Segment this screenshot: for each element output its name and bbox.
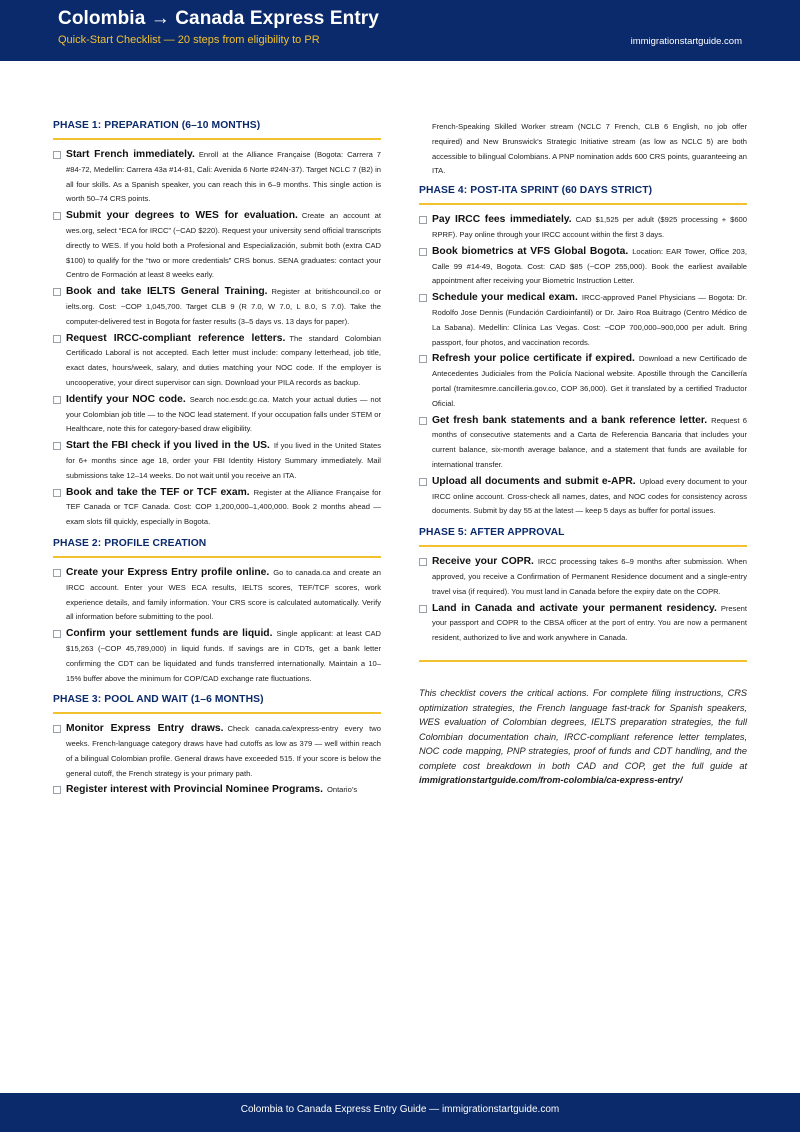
checklist-item — [419, 213, 747, 243]
item-text-continuation: French-Speaking Skilled Worker stream (NCLC 7 French, CLB 6 English, no job offer required) and New Brunswick’s Strategic Initiative stream (as low as NCLC 5) are both accessible to bilingual Colombians. A PNP nomination adds 600 CRS points, guaranteeing an ITA. — [432, 122, 747, 176]
page-subtitle: Quick-Start Checklist — 20 steps from eligibility to PR — [58, 34, 320, 46]
checklist-item — [419, 602, 747, 646]
item-heading: Start French immediately. — [66, 149, 195, 160]
checkbox[interactable] — [419, 605, 427, 613]
checklist-item — [53, 722, 381, 781]
closing-note — [419, 686, 747, 788]
left-column — [53, 120, 381, 806]
checklist-item — [53, 148, 381, 207]
checkbox[interactable] — [53, 786, 61, 794]
phase-title: PHASE 5: AFTER APPROVAL — [419, 527, 747, 547]
checklist-item — [53, 627, 381, 686]
checklist-item — [53, 486, 381, 530]
item-heading: Request IRCC-compliant reference letters. — [66, 332, 286, 344]
checklist-item — [53, 209, 381, 283]
checkbox[interactable] — [53, 442, 61, 450]
page-title: Colombia → Canada Express Entry — [58, 8, 379, 29]
item-text: Request 6 months of consecutive statements and a Carta de Referencia Bancaria that includes your current balance, six-month average balance, and a statement that funds are available for international transfer. — [432, 415, 747, 469]
checkbox[interactable] — [53, 212, 61, 220]
section-divider — [419, 660, 747, 662]
item-text: Upload every document to your IRCC online account. Cross-check all names, dates, and NOC codes for consistency across documents. Submit by day 55 at the latest — keep 5 days as buffer for portal issues. — [432, 476, 747, 516]
checkbox[interactable] — [419, 294, 427, 302]
page-header — [0, 0, 800, 61]
item-text: Search noc.esdc.gc.ca. Match your actual duties — not your Colombian job title — to the NOC lead statement. If your occupation falls under STEM or Healthcare, note this for category-based draw eligibility. — [66, 394, 381, 434]
item-text: Download a new Certificado de Antecedentes Judiciales from the Policía Nacional website. Apostille through the Cancillería portal (tramitesmre.cancilleria.gov.co, COP 36,000). Get it translated by a certified Traductor Oficial. — [432, 354, 747, 408]
item-heading: Refresh your police certificate if expired. — [432, 353, 635, 365]
item-text: If you lived in the United States for 6+ months since age 18, order your FBI Identity History Summary immediately. Mail submissions take 12–14 weeks. Do not wait until you receive an ITA. — [66, 441, 381, 480]
item-heading: Book and take IELTS General Training. — [66, 286, 268, 298]
phase-5 — [419, 527, 747, 646]
checkbox[interactable] — [53, 396, 61, 404]
phase-2 — [53, 538, 381, 686]
checkbox[interactable] — [53, 569, 61, 577]
checklist-item — [53, 332, 381, 391]
item-heading: Start the FBI check if you lived in the US. — [66, 440, 270, 452]
checklist-item — [419, 475, 747, 519]
checkbox[interactable] — [419, 355, 427, 363]
checkbox[interactable] — [53, 725, 61, 733]
item-heading: Identify your NOC code. — [66, 393, 186, 405]
checkbox[interactable] — [53, 335, 61, 343]
item-text: The standard Colombian Certificado Laboral is not accepted. Each letter must include: company letterhead, job title, exact dates, hours/week, salary, and duties matching your NOC code. If the employer is uncooperative, your direct supervisor can sign. Download your PILA records as backup. — [66, 333, 381, 387]
checkbox[interactable] — [419, 216, 427, 224]
item-text: Location: EAR Tower, Office 203, Calle 99 #14-49, Bogota. Cost: CAD $85 (~COP 255,000). Book the earliest available appointment after receiving your Biometric Instruction Letter. — [432, 246, 747, 286]
right-column — [419, 120, 747, 788]
item-heading: Book and take the TEF or TCF exam. — [66, 486, 250, 498]
item-text: Register at the Alliance Française for TEF Canada or TCF Canada. Cost: COP 1,200,000–1,400,000. Book 2 months ahead — exam slots fill quickly, especially in Bogota. — [66, 487, 382, 527]
item-heading: Book biometrics at VFS Global Bogota. — [432, 245, 629, 257]
item-text: Present your passport and COPR to the CBSA officer at the port of entry. You are now a permanent resident, authorized to live and work anywhere in Canada. — [432, 603, 747, 643]
item-text: Enroll at the Alliance Française (Bogota: Carrera 7 #84-72, Medellin: Carrera 43a #14-81, Cali: Avenida 6 Norte #24N-37). Target NCLC 7 (B2) in all four skills. As a Spanish speaker, you can reach this in 6–9 months. This single action is worth 50–74 CRS points. — [66, 150, 381, 204]
phase-title: PHASE 1: PREPARATION (6–10 MONTHS) — [53, 120, 381, 140]
checklist-item — [53, 783, 381, 798]
item-heading: Pay IRCC fees immediately. — [432, 214, 572, 226]
item-heading: Confirm your settlement funds are liquid. — [66, 628, 273, 640]
guide-link[interactable]: immigrationstartguide.com/from-colombia/ca-express-entry/ — [419, 775, 683, 786]
phase-1 — [53, 120, 381, 530]
checklist-item — [53, 285, 381, 329]
item-heading: Schedule your medical exam. — [432, 292, 578, 304]
item-text: IRCC processing takes 6–9 months after submission. When approved, you receive a Confirmation of Permanent Residence document and a single-entry travel visa (if required). You must land in Canada before the expiry date on the COPR. — [432, 557, 748, 596]
phase-title: PHASE 3: POOL AND WAIT (1–6 MONTHS) — [53, 694, 381, 714]
checkbox[interactable] — [53, 630, 61, 638]
item-text: Ontario’s — [326, 785, 358, 795]
page-footer: Colombia to Canada Express Entry Guide — immigrationstartguide.com — [0, 1093, 800, 1132]
checklist-item — [53, 439, 381, 483]
checkbox[interactable] — [53, 288, 61, 296]
phase-3 — [53, 694, 381, 798]
item-heading: Create your Express Entry profile online. — [66, 566, 270, 578]
checkbox[interactable] — [53, 489, 61, 497]
header-site-link[interactable]: immigrationstartguide.com — [630, 36, 742, 47]
item-text: Single applicant: at least CAD $15,263 (~COP 45,789,000) in liquid funds. If savings are in CDTs, get a bank letter confirming the CDT can be liquidated and funds transferred internationally. Maintain a 10–15% buffer above the minimum for COP/CAD exchange rate fluctuations. — [66, 629, 381, 683]
item-heading: Upload all documents and submit e-APR. — [432, 475, 636, 487]
checkbox[interactable] — [419, 417, 427, 425]
item-text: Create an account at wes.org, select “ECA for IRCC” (~CAD $220). Request your university send official transcripts directly to WES. If you hold both a Profesional and Especialización, submit both (extra CAD $100) to qualify for the “two or more credentials” CRS bonus. SENA graduates: contact your Centro de Formación at least 8 weeks early. — [66, 211, 381, 280]
item-text: Go to canada.ca and create an IRCC account. Enter your WES ECA results, IELTS scores, TEF/TCF scores, work experience details, and family information. Your CRS score is calculated automatically. Verify all information before submitting to the pool. — [66, 567, 381, 622]
checklist-item — [419, 555, 747, 599]
item-heading: Submit your degrees to WES for evaluation. — [66, 210, 298, 222]
checkbox[interactable] — [419, 248, 427, 256]
item-heading: Register interest with Provincial Nominee Programs. — [66, 784, 323, 796]
item-heading: Land in Canada and activate your permanent residency. — [432, 602, 717, 614]
checklist-item — [419, 414, 747, 473]
checklist-item — [53, 393, 381, 437]
phase-4 — [419, 185, 747, 519]
phase-title: PHASE 4: POST-ITA SPRINT (60 DAYS STRICT) — [419, 185, 747, 205]
item-text: CAD $1,525 per adult ($925 processing + $600 RPRF). Pay online through your IRCC account within the first 3 days. — [432, 215, 747, 239]
phase-title: PHASE 2: PROFILE CREATION — [53, 538, 381, 558]
checklist-item — [419, 245, 747, 289]
item-heading: Get fresh bank statements and a bank reference letter. — [432, 414, 708, 426]
item-heading: Receive your COPR. — [432, 556, 534, 568]
item-heading: Monitor Express Entry draws. — [66, 723, 224, 735]
checklist-item — [53, 566, 381, 625]
closing-text: This checklist covers the critical actions. For complete filing instructions, CRS optimization strategies, the French language fast-track for Spanish speakers, WES evaluation of Colombian degrees, IELTS preparation strategies, the full Colombian documentation chain, IRCC-compliant reference letter templates, NOC code mapping, PNP strategies, proof of funds and CDT handling, and the complete cost breakdown in both CAD and COP, get the full guide at — [419, 687, 747, 771]
item-text: Check canada.ca/express-entry every two weeks. French-language category draws have had cutoffs as low as 379 — well within reach of a bilingual Colombian profile. General draws have exceeded 515. If your score is below the general cutoff, the French strategy is your primary path. — [66, 724, 381, 778]
item-text: IRCC-approved Panel Physicians — Bogota: Dr. Rodolfo Jose Dennis (Fundación Cardioinfantil) or Dr. Jairo Roa Buitrago (Centro Médico de La Sabana). Medellin: Clínica Las Vegas. Cost: ~COP 700,000–900,000 per adult. Bring passport, four photos, and vaccination records. — [432, 293, 748, 347]
checkbox[interactable] — [53, 151, 61, 159]
checklist-item — [419, 352, 747, 411]
checkbox[interactable] — [419, 558, 427, 566]
item-text: Register at britishcouncil.co or ielts.org. Cost: ~COP 1,045,700. Target CLB 9 (R 7.0, W 7.0, L 8.0, S 7.0). Take the computer-delivered test in Bogota for faster results (3–5 days vs. 13 days for paper). — [66, 287, 381, 326]
checklist-item — [419, 291, 747, 350]
checkbox[interactable] — [419, 478, 427, 486]
